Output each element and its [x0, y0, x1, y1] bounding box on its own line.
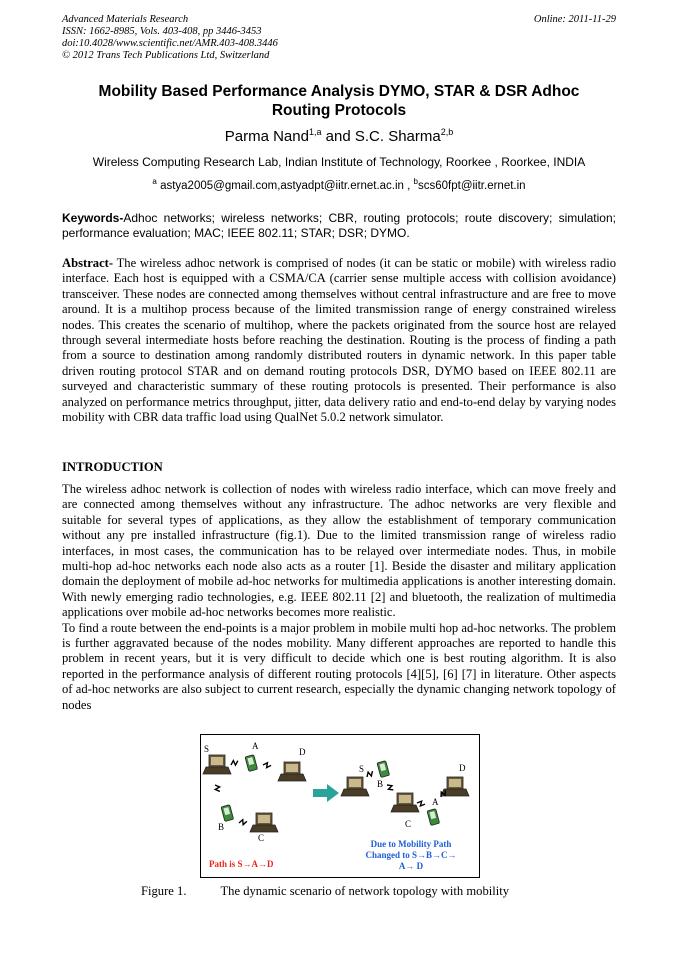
email-b: scs60fpt@iitr.ernet.in: [418, 179, 526, 192]
mobility-label-line-3: A→ D: [398, 861, 424, 871]
introduction-heading: INTRODUCTION: [62, 460, 163, 474]
left-node-s-laptop-icon: [203, 755, 231, 774]
abstract-text: The wireless adhoc network is comprised of nodes (it can be static or mobile) with wireless radio interface. Each host is equipped with a CSMA/CA (carrier sense multiple access with collision avoidance) transceiver. These nodes are connected among themselves without central infrastructure and are free to move around. It is a multihop process because of the limited transmission range of energy constrained wireless nodes. This creates the scenario of multihop, where the packets originated from the source host are relayed through several intermediate hosts before reaching the destination. Routing is the process of finding a path from a source to destination among randomly distributed routers in dynamic network. In this paper table driven routing protocol STAR and on demand routing protocols DSR, DYMO based on IEEE 802.11 are surveyed and characteristic summary of these routing protocols is presented. Their performance is also analyzed on performance metrics throughput, jitter, data delivery ratio and end-to-end delay by varying nodes mobility with CBR data traffic load using QualNet 5.0.2 network simulator.: [62, 256, 616, 425]
title-line-2: Routing Protocols: [271, 102, 407, 119]
emails: [0, 177, 678, 192]
mobility-label-line-2: Changed to S→B→C→: [365, 850, 457, 860]
right-node-label-a: A: [432, 797, 439, 807]
right-node-a-pda-icon: [427, 809, 440, 826]
figure-caption: [141, 884, 509, 899]
left-node-c-laptop-icon: [250, 813, 278, 832]
left-node-label-a: A: [252, 741, 259, 751]
link-s-a-icon: [230, 759, 239, 767]
mobility-label-line-1: Due to Mobility Path: [370, 839, 452, 849]
right-node-c-laptop-icon: [391, 793, 419, 812]
author-1: Parma Nand: [224, 128, 309, 145]
email-b-sup: b: [413, 177, 418, 186]
right-node-s-laptop-icon: [341, 777, 369, 796]
author-2-sup: 2,b: [440, 127, 454, 137]
left-node-label-b: B: [218, 822, 225, 832]
path-label: Path is S→A→D: [209, 859, 274, 869]
link-b-c-icon: [239, 819, 247, 825]
abstract-section: [62, 256, 616, 425]
network-topology-diagram: [201, 735, 479, 877]
left-node-d-laptop-icon: [278, 762, 306, 781]
intro-paragraph-1: The wireless adhoc network is collection of nodes with wireless radio interface, which can move freely and are connected among themselves without any infrastructure. The adhoc networks are very flexible and suitable for several types of applications, as they allow the establishment of temporary communication without any pre installed infrastructure (fig.1). Due to the limited transmission range of wireless radio interfaces, in most cases, the communication has to be relayed over intermediate nodes. Thus, in mobile multi-hop ad-hoc networks each node also acts as a router [1]. Beside the disaster and military application domain the deployment of mobile ad-hoc networks for multimedia applications is another interesting domain. With newly emerging radio technologies, e.g. IEEE 802.11 [2] and bluetooth, the realization of multimedia applications over mobile ad-hoc networks becomes more realistic.: [62, 482, 616, 620]
left-node-a-pda-icon: [245, 755, 258, 772]
paper-title: [62, 82, 616, 120]
email-a-sup: a: [152, 177, 157, 186]
right-node-label-s: S: [359, 764, 365, 774]
caption-text: The dynamic scenario of network topology with mobility: [220, 884, 510, 898]
journal-issn: ISSN: 1662-8985, Vols. 403-408, pp 3446-3453: [62, 26, 262, 37]
author-1-sup: 1,a: [308, 127, 322, 137]
caption-label: Figure 1.: [141, 884, 187, 898]
transition-arrow-icon: [313, 784, 339, 802]
left-node-label-s: S: [204, 744, 210, 754]
link-a-d-icon: [263, 762, 272, 768]
left-node-b-pda-icon: [221, 805, 234, 822]
right-node-label-d: D: [459, 763, 466, 773]
figure-1: [200, 734, 480, 878]
author-2: S.C. Sharma: [354, 128, 441, 145]
affiliation: Wireless Computing Research Lab, Indian Institute of Technology, Roorkee , Roorkee, INDIA: [92, 155, 586, 169]
link-c-a-right-icon: [416, 800, 425, 807]
journal-copyright: © 2012 Trans Tech Publications Ltd, Switzerland: [62, 50, 270, 61]
introduction-body: [62, 482, 616, 713]
online-date: Online: 2011-11-29: [533, 14, 616, 25]
authors: [0, 127, 678, 145]
right-node-label-c: C: [405, 819, 412, 829]
title-line-1: Mobility Based Performance Analysis DYMO, STAR & DSR Adhoc: [98, 83, 580, 100]
left-node-label-c: C: [258, 833, 265, 843]
right-node-b-pda-icon: [377, 761, 390, 778]
keywords-section: [62, 211, 616, 241]
link-b-c-right-icon: [386, 783, 395, 792]
journal-name: Advanced Materials Research: [62, 14, 189, 25]
keywords-label: Keywords-: [62, 211, 124, 225]
keywords-text: Adhoc networks; wireless networks; CBR, routing protocols; route discovery; simulation; performance evaluation; MAC; IEEE 802.11; STAR; DSR; DYMO.: [62, 211, 616, 240]
link-s-b-right-icon: [365, 770, 374, 779]
author-and: and: [321, 128, 355, 145]
intro-paragraph-2: To find a route between the end-points is a major problem in mobile multi hop ad-hoc networks. The problem is further aggravated because of the nodes mobility. Many different approaches are reported to handle this problem in recent years, but it is very difficult to decide which one is best routing algorithm. It is also reported in the performance analysis of different routing protocols [4][5], [6] [7] in literature. Other aspects of ad-hoc networks are also subject to current research, especially the dynamic changing network topology of nodes: [62, 620, 616, 712]
journal-doi: doi:10.4028/www.scientific.net/AMR.403-408.3446: [62, 38, 278, 49]
right-node-label-b: B: [377, 779, 384, 789]
journal-header: [62, 14, 616, 62]
email-a: astya2005@gmail.com,astyadpt@iitr.ernet.ac.in ,: [156, 179, 414, 192]
link-s-b-icon: [213, 784, 221, 793]
abstract-label: Abstract-: [62, 256, 114, 270]
left-node-label-d: D: [299, 747, 306, 757]
